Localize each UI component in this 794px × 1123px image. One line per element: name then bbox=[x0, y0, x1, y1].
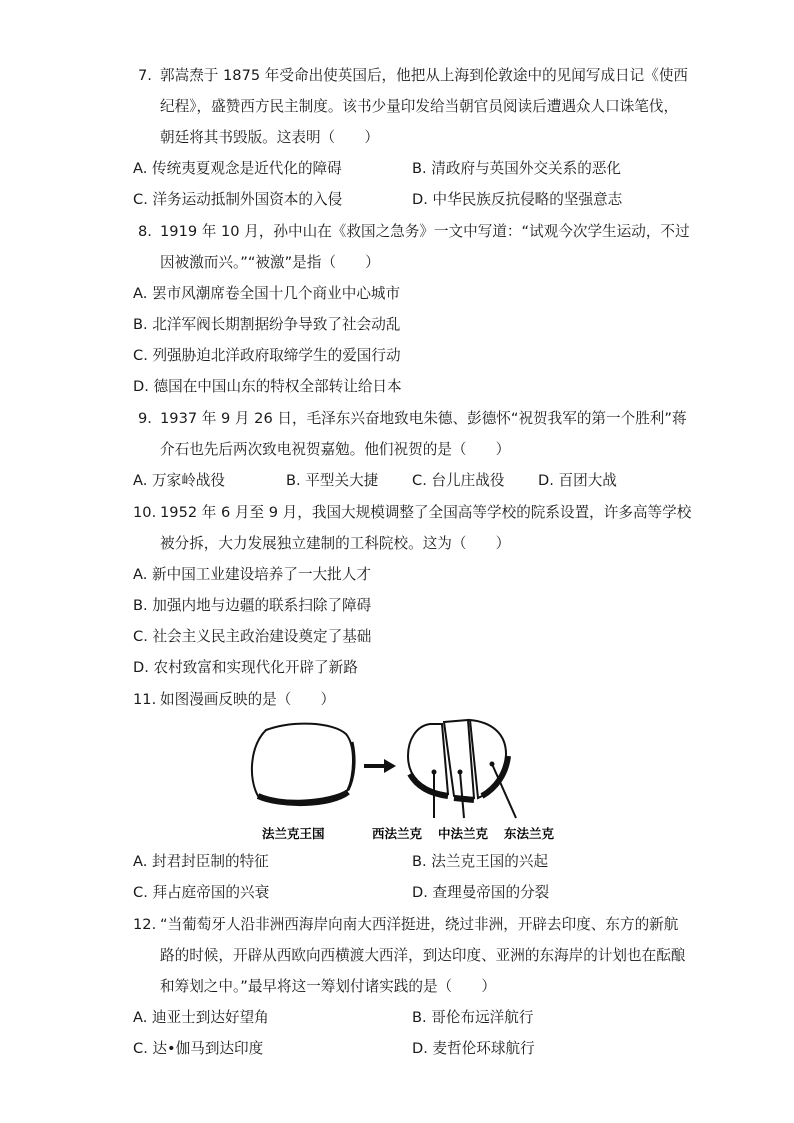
option-b: B. 法兰克王国的兴起 bbox=[412, 853, 549, 870]
question-number: 12. bbox=[133, 916, 157, 933]
option-c: C. 拜占庭帝国的兴衰 bbox=[133, 884, 270, 901]
option-a: A. 万家岭战役 bbox=[133, 472, 225, 489]
middle-francia-piece bbox=[444, 720, 474, 798]
caption-frankish-kingdom: 法兰克王国 bbox=[262, 826, 325, 841]
question-number: 11. bbox=[133, 691, 157, 708]
whole-kingdom-shape bbox=[252, 724, 353, 801]
option-a: A. 封君封臣制的特征 bbox=[133, 853, 269, 870]
option-c: C. 台儿庄战役 bbox=[412, 472, 505, 489]
question-text-line: 朝廷将其书毁版。这表明（ ） bbox=[160, 129, 379, 146]
question-text-line: 郭嵩焘于 1875 年受命出使英国后，他把从上海到伦敦途中的见闻写成日记《使西 bbox=[160, 67, 689, 84]
option-c: C. 达•伽马到达印度 bbox=[133, 1040, 264, 1057]
option-c: C. 社会主义民主政治建设奠定了基础 bbox=[133, 628, 372, 645]
option-d: D. 农村致富和实现代化开辟了新路 bbox=[133, 659, 358, 676]
question-text-line: 和筹划之中。”最早将这一筹划付诸实践的是（ ） bbox=[160, 978, 496, 995]
option-d: D. 麦哲伦环球航行 bbox=[412, 1040, 535, 1057]
question-text-line: 如图漫画反映的是（ ） bbox=[160, 691, 336, 708]
option-a: A. 罢市风潮席卷全国十几个商业中心城市 bbox=[133, 285, 401, 302]
option-d: D. 查理曼帝国的分裂 bbox=[412, 884, 550, 901]
question-text-line: 介石也先后两次致电祝贺嘉勉。他们祝贺的是（ ） bbox=[160, 441, 511, 458]
option-b: B. 北洋军阀长期割据纷争导致了社会动乱 bbox=[133, 316, 401, 333]
option-b: B. 哥伦布远洋航行 bbox=[412, 1009, 534, 1026]
option-b: B. 平型关大捷 bbox=[286, 472, 379, 489]
caption-west-francia: 西法兰克 bbox=[372, 826, 423, 841]
question-text-line: 1937 年 9 月 26 日，毛泽东兴奋地致电朱德、彭德怀“祝贺我军的第一个胜利”蒋 bbox=[160, 410, 687, 427]
question-number: 7. bbox=[138, 67, 152, 84]
question-text-line: 因被激而兴。”“被激”是指（ ） bbox=[160, 254, 380, 271]
option-b: B. 加强内地与边疆的联系扫除了障碍 bbox=[133, 597, 372, 614]
caption-middle-francia: 中法兰克 bbox=[438, 826, 489, 841]
question-number: 8. bbox=[138, 223, 152, 240]
question-text-line: 路的时候，开辟从西欧向西横渡大西洋，到达印度、亚洲的东海岸的计划也在酝酿 bbox=[160, 947, 686, 964]
question-text-line: 被分拆，大力发展独立建制的工科院校。这为（ ） bbox=[160, 535, 511, 552]
option-a: A. 传统夷夏观念是近代化的障碍 bbox=[133, 160, 342, 177]
option-c: C. 列强胁迫北洋政府取缔学生的爱国行动 bbox=[133, 347, 401, 364]
caption-east-francia: 东法兰克 bbox=[504, 826, 555, 841]
question-text-line: “当葡萄牙人沿非洲西海岸向南大西洋挺进，绕过非洲，开辟去印度、东方的新航 bbox=[160, 916, 679, 933]
arrow-icon bbox=[364, 759, 396, 773]
option-d: D. 百团大战 bbox=[538, 472, 617, 489]
question-text-line: 纪程》，盛赞西方民主制度。该书少量印发给当朝官员阅读后遭遇众人口诛笔伐， bbox=[160, 98, 679, 115]
option-b: B. 清政府与英国外交关系的恶化 bbox=[412, 160, 622, 177]
option-a: A. 新中国工业建设培养了一大批人才 bbox=[133, 566, 371, 583]
option-a: A. 迪亚士到达好望角 bbox=[133, 1009, 269, 1026]
question-text-line: 1952 年 6 月至 9 月，我国大规模调整了全国高等学校的院系设置，许多高等学校 bbox=[160, 504, 692, 521]
east-francia-piece bbox=[470, 720, 506, 798]
option-c: C. 洋务运动抵制外国资本的入侵 bbox=[133, 191, 343, 208]
question-text-line: 1919 年 10 月，孙中山在《救国之急务》一文中写道：“试观今次学生运动，不过 bbox=[160, 223, 690, 240]
question-number: 9. bbox=[138, 410, 152, 427]
question-number: 10. bbox=[133, 504, 157, 521]
option-d: D. 德国在中国山东的特权全部转让给日本 bbox=[133, 378, 402, 395]
option-d: D. 中华民族反抗侵略的坚强意志 bbox=[412, 191, 623, 208]
frankish-kingdom-cartoon bbox=[238, 712, 568, 852]
